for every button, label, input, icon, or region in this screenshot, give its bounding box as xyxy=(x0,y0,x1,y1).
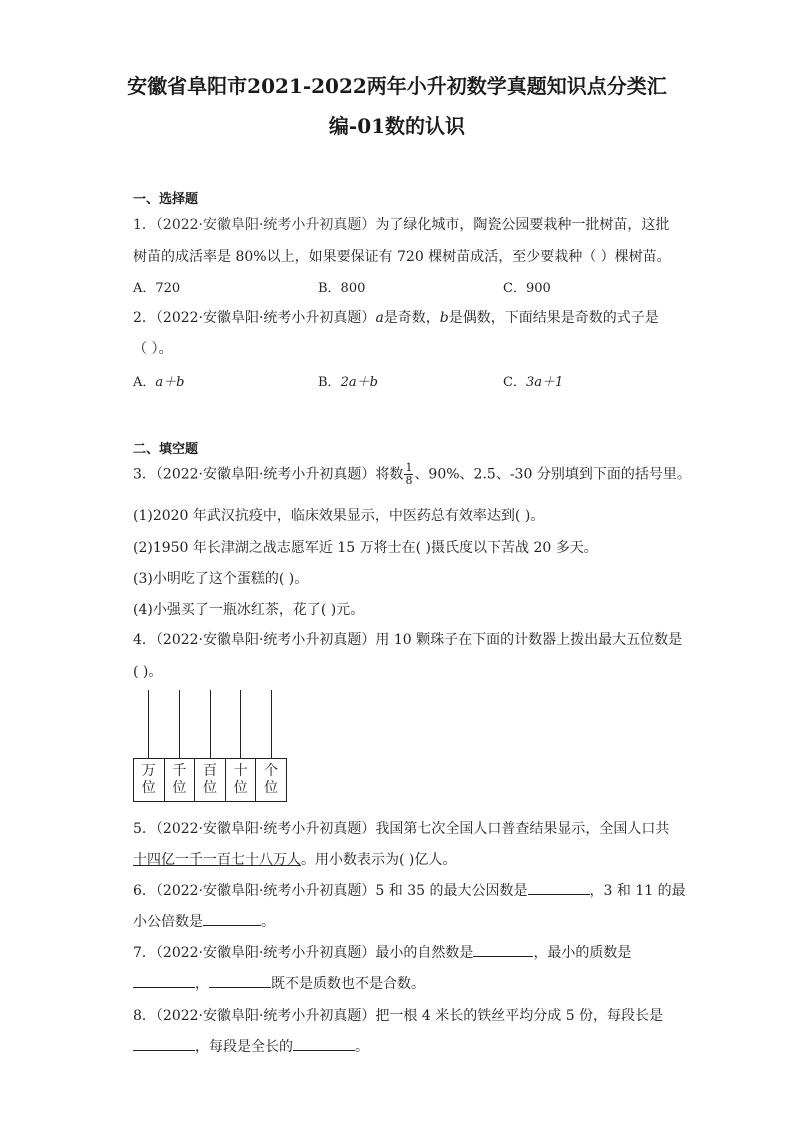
document-title-line2: 编-01数的认识 xyxy=(328,114,466,138)
answer-blank[interactable] xyxy=(133,975,195,988)
answer-blank[interactable] xyxy=(473,944,533,957)
abacus-rod xyxy=(210,690,211,758)
question-3-item-4: (4)小强买了一瓶冰红茶，花了( )元。 xyxy=(133,602,365,618)
question-2-text-b: 是偶数，下面结果是奇数的式子是 xyxy=(448,310,659,326)
section-heading-fill: 二、填空题 xyxy=(133,442,199,457)
option-label: C． xyxy=(503,375,526,390)
question-4-line1: 4．（2022·安徽阜阳·统考小升初真题）用 10 颗珠子在下面的计数器上拨出最大五位数是 xyxy=(133,632,683,648)
question-7-text-b: ，最小的质数是 xyxy=(533,945,632,961)
variable-a: a xyxy=(375,310,384,326)
option-label: A． xyxy=(133,375,156,390)
question-6-text-d: 。 xyxy=(261,914,275,930)
question-2-line1 xyxy=(133,307,659,327)
question-2-line2: （ ）。 xyxy=(133,341,173,357)
place-ones xyxy=(256,759,286,801)
question-8-line2 xyxy=(133,1036,369,1056)
question-1-line1 xyxy=(133,214,669,234)
place-char: 位 xyxy=(264,780,279,796)
place-char: 十 xyxy=(233,763,248,779)
place-thousands xyxy=(165,759,196,801)
place-hundreds xyxy=(195,759,226,801)
question-7-text-d: 既不是质数也不是合数。 xyxy=(271,976,425,992)
question-2-option-c xyxy=(503,371,563,390)
place-tens xyxy=(226,759,257,801)
question-1-option-c: C．900 xyxy=(503,281,551,296)
option-label: B． xyxy=(318,375,341,390)
fraction xyxy=(404,462,413,487)
answer-blank[interactable] xyxy=(528,882,590,895)
question-1-line2: 树苗的成活率是 80%以上，如果要保证有 720 棵树苗成活，至少要栽种（ ）棵树苗。 xyxy=(133,249,671,265)
place-value-labels xyxy=(133,758,287,802)
question-6-line1 xyxy=(133,880,686,900)
question-1-option-b: B．800 xyxy=(318,281,366,296)
place-ten-thousands xyxy=(134,759,165,801)
question-2-text-a: 是奇数， xyxy=(383,310,440,326)
answer-blank[interactable] xyxy=(293,1038,355,1051)
answer-blank[interactable] xyxy=(209,975,271,988)
question-5-line2 xyxy=(133,849,456,869)
question-7-text-a: 7．（2022·安徽阜阳·统考小升初真题）最小的自然数是 xyxy=(133,945,474,961)
question-6-text-c: 小公倍数是 xyxy=(133,914,203,930)
place-char: 位 xyxy=(172,780,187,796)
option-expression: 2a＋b xyxy=(340,375,378,390)
answer-blank[interactable] xyxy=(203,913,261,926)
question-7-line2 xyxy=(133,973,425,993)
place-char: 千 xyxy=(172,763,187,779)
question-6-text-a: 6．（2022·安徽阜阳·统考小升初真题）5 和 35 的最大公因数是 xyxy=(133,883,528,899)
question-3-line1 xyxy=(133,462,691,487)
document-title-line1: 安徽省阜阳市2021-2022两年小升初数学真题知识点分类汇 xyxy=(127,74,667,98)
question-2-option-b xyxy=(318,371,378,390)
question-6-line2 xyxy=(133,911,275,931)
question-3-pre: 将数 xyxy=(375,466,404,483)
question-1-source: 1．（2022·安徽阜阳·统考小升初真题） xyxy=(133,217,376,233)
question-3-post: 、90%、2.5、-30 分别填到下面的括号里。 xyxy=(414,466,691,483)
place-char: 万 xyxy=(141,763,156,779)
option-expression: 3a＋1 xyxy=(525,375,564,390)
question-3-source: 3．（2022·安徽阜阳·统考小升初真题） xyxy=(133,466,376,483)
question-6-text-b: ，3 和 11 的最 xyxy=(589,883,686,899)
question-7-line1 xyxy=(133,942,631,962)
abacus-rod xyxy=(240,690,241,758)
question-7-text-c: ， xyxy=(195,976,209,992)
question-3-item-3: (3)小明吃了这个蛋糕的( )。 xyxy=(133,571,309,587)
question-8-text-b: 。 xyxy=(355,1039,369,1055)
question-1-text: 为了绿化城市，陶瓷公园要栽种一批树苗，这批 xyxy=(375,217,670,233)
question-3-item-2: (2)1950 年长津湖之战志愿军近 15 万将士在( )摄氏度以下苦战 20 多天。 xyxy=(133,540,598,556)
fraction-denominator: 8 xyxy=(405,474,413,487)
abacus-counter xyxy=(133,690,286,802)
underlined-population: 十四亿一千一百七十八万人 xyxy=(133,852,301,868)
place-char: 位 xyxy=(202,780,217,796)
question-5-line1: 5．（2022·安徽阜阳·统考小升初真题）我国第七次全国人口普查结果显示，全国人口共 xyxy=(133,821,670,837)
abacus-rod xyxy=(148,690,149,758)
question-2-option-a xyxy=(133,371,184,390)
question-8-line1: 8．（2022·安徽阜阳·统考小升初真题）把一根 4 米长的铁丝平均分成 5 份，每段长是 xyxy=(133,1008,664,1024)
question-8-text-a: ，每段是全长的 xyxy=(195,1039,293,1055)
fraction-numerator: 1 xyxy=(405,461,413,474)
abacus-rod xyxy=(179,690,180,758)
question-4-line2: ( )。 xyxy=(133,664,163,680)
section-heading-choice: 一、选择题 xyxy=(133,192,199,207)
question-2-source: 2．（2022·安徽阜阳·统考小升初真题） xyxy=(133,310,376,326)
place-char: 百 xyxy=(202,763,217,779)
place-char: 位 xyxy=(233,780,248,796)
question-1-option-a: A．720 xyxy=(133,281,181,296)
option-expression: a＋b xyxy=(155,375,185,390)
place-char: 个 xyxy=(264,763,279,779)
question-3-item-1: (1)2020 年武汉抗疫中，临床效果显示，中医药总有效率达到( )。 xyxy=(133,508,545,524)
variable-b: b xyxy=(439,310,449,326)
abacus-rod xyxy=(271,690,272,758)
place-char: 位 xyxy=(141,780,156,796)
answer-blank[interactable] xyxy=(133,1038,195,1051)
question-5-rest: 。用小数表示为( )亿人。 xyxy=(301,852,457,868)
